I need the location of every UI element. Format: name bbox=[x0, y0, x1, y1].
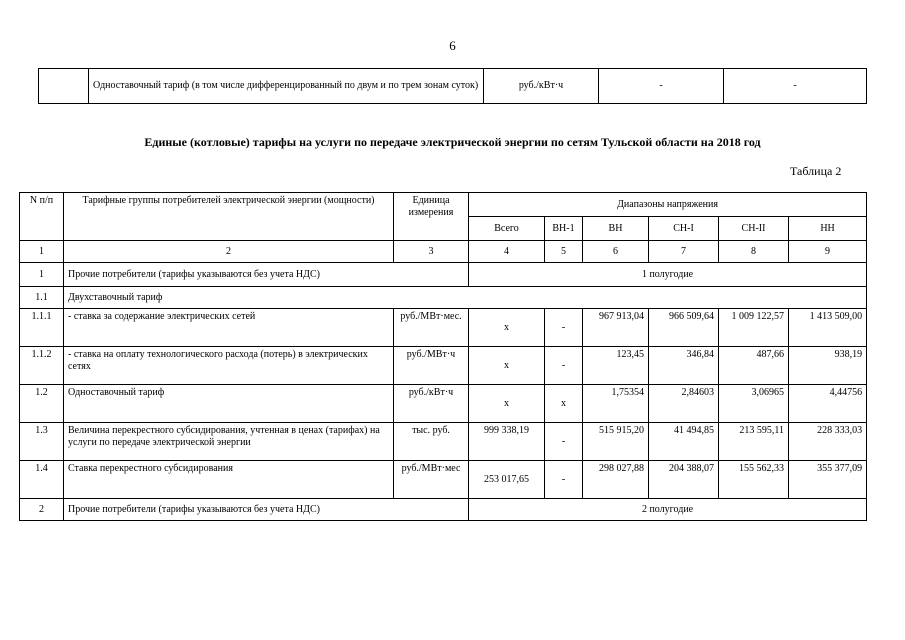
row-num: 1.2 bbox=[20, 385, 64, 423]
col-number: 8 bbox=[719, 241, 789, 263]
col-number: 1 bbox=[20, 241, 64, 263]
period-label: 2 полугодие bbox=[469, 499, 867, 521]
value-vn1: - bbox=[545, 347, 583, 385]
unit-cell: руб./МВт·мес. bbox=[394, 309, 469, 347]
value-sn2: 1 009 122,57 bbox=[719, 309, 789, 347]
row-label: Ставка перекрестного субсидирования bbox=[64, 461, 394, 499]
row-num: 1.3 bbox=[20, 423, 64, 461]
header-unit: Единица измерения bbox=[394, 193, 469, 241]
row-num: 1.4 bbox=[20, 461, 64, 499]
top-table bbox=[38, 68, 867, 104]
value-vn1: х bbox=[545, 385, 583, 423]
row-label: - ставка за содержание электрических сетей bbox=[64, 309, 394, 347]
value-all: х bbox=[469, 309, 545, 347]
header-sn2: СН-II bbox=[719, 217, 789, 241]
value-all: 999 338,19 bbox=[469, 423, 545, 461]
value-sn2: 213 595,11 bbox=[719, 423, 789, 461]
row-label: Прочие потребители (тарифы указываются без учета НДС) bbox=[64, 263, 469, 287]
col-number: 6 bbox=[583, 241, 649, 263]
row-label: Одноставочный тариф (в том числе дифференцированный по двум и по трем зонам суток) bbox=[89, 69, 484, 104]
col-number: 9 bbox=[789, 241, 867, 263]
document-title: Единые (котловые) тарифы на услуги по передаче электрической энергии по сетям Тульской области на 2018 год bbox=[144, 135, 761, 149]
unit-cell: руб./МВт·ч bbox=[394, 347, 469, 385]
header-group: Тарифные группы потребителей электрической энергии (мощности) bbox=[64, 193, 394, 241]
row-num: 1.1.2 bbox=[20, 347, 64, 385]
value-sn2: 155 562,33 bbox=[719, 461, 789, 499]
value-vn: 123,45 bbox=[583, 347, 649, 385]
row-label: Прочие потребители (тарифы указываются без учета НДС) bbox=[64, 499, 469, 521]
value-sn2: 3,06965 bbox=[719, 385, 789, 423]
value-vn: 1,75354 bbox=[583, 385, 649, 423]
value-sn1: 41 494,85 bbox=[649, 423, 719, 461]
row-num: 2 bbox=[20, 499, 64, 521]
row-label: Двухставочный тариф bbox=[64, 287, 867, 309]
value-nn: 228 333,03 bbox=[789, 423, 867, 461]
value-nn: 1 413 509,00 bbox=[789, 309, 867, 347]
col-number: 4 bbox=[469, 241, 545, 263]
value-cell: - bbox=[599, 69, 724, 104]
col-number: 3 bbox=[394, 241, 469, 263]
row-label: Одноставочный тариф bbox=[64, 385, 394, 423]
table-label: Таблица 2 bbox=[790, 164, 842, 178]
table-cell bbox=[39, 69, 89, 104]
row-num: 1.1.1 bbox=[20, 309, 64, 347]
table-row bbox=[20, 287, 867, 309]
col-number: 5 bbox=[545, 241, 583, 263]
header-all: Всего bbox=[469, 217, 545, 241]
tariff-table bbox=[19, 192, 867, 521]
column-number-row bbox=[20, 241, 867, 263]
value-sn1: 966 509,64 bbox=[649, 309, 719, 347]
value-all: х bbox=[469, 347, 545, 385]
value-nn: 4,44756 bbox=[789, 385, 867, 423]
row-num: 1 bbox=[20, 263, 64, 287]
row-label: Величина перекрестного субсидирования, учтенная в ценах (тарифах) на услуги по передаче электрической энергии bbox=[64, 423, 394, 461]
value-vn: 515 915,20 bbox=[583, 423, 649, 461]
table-row bbox=[20, 347, 867, 385]
table-row bbox=[39, 69, 867, 104]
col-number: 2 bbox=[64, 241, 394, 263]
unit-cell: руб./кВт·ч bbox=[484, 69, 599, 104]
row-num: 1.1 bbox=[20, 287, 64, 309]
page-number: 6 bbox=[449, 38, 456, 53]
value-sn1: 2,84603 bbox=[649, 385, 719, 423]
header-ranges: Диапазоны напряжения bbox=[469, 193, 867, 217]
value-sn1: 346,84 bbox=[649, 347, 719, 385]
value-all: 253 017,65 bbox=[469, 461, 545, 499]
value-sn2: 487,66 bbox=[719, 347, 789, 385]
header-num: N п/п bbox=[20, 193, 64, 241]
value-nn: 938,19 bbox=[789, 347, 867, 385]
value-all: х bbox=[469, 385, 545, 423]
header-sn1: СН-I bbox=[649, 217, 719, 241]
unit-cell: руб./МВт·мес bbox=[394, 461, 469, 499]
value-vn1: - bbox=[545, 309, 583, 347]
col-number: 7 bbox=[649, 241, 719, 263]
table-row bbox=[20, 461, 867, 499]
table-row bbox=[20, 385, 867, 423]
header-vn: ВН bbox=[583, 217, 649, 241]
header-row bbox=[20, 193, 867, 217]
header-vn1: ВН-1 bbox=[545, 217, 583, 241]
value-vn1: - bbox=[545, 461, 583, 499]
value-sn1: 204 388,07 bbox=[649, 461, 719, 499]
value-vn1: - bbox=[545, 423, 583, 461]
table-row bbox=[20, 263, 867, 287]
period-label: 1 полугодие bbox=[469, 263, 867, 287]
unit-cell: руб./кВт·ч bbox=[394, 385, 469, 423]
value-vn: 967 913,04 bbox=[583, 309, 649, 347]
unit-cell: тыс. руб. bbox=[394, 423, 469, 461]
value-cell: - bbox=[724, 69, 867, 104]
table-row bbox=[20, 423, 867, 461]
row-label: - ставка на оплату технологического расхода (потерь) в электрических сетях bbox=[64, 347, 394, 385]
header-nn: НН bbox=[789, 217, 867, 241]
value-nn: 355 377,09 bbox=[789, 461, 867, 499]
table-row bbox=[20, 309, 867, 347]
value-vn: 298 027,88 bbox=[583, 461, 649, 499]
table-row bbox=[20, 499, 867, 521]
